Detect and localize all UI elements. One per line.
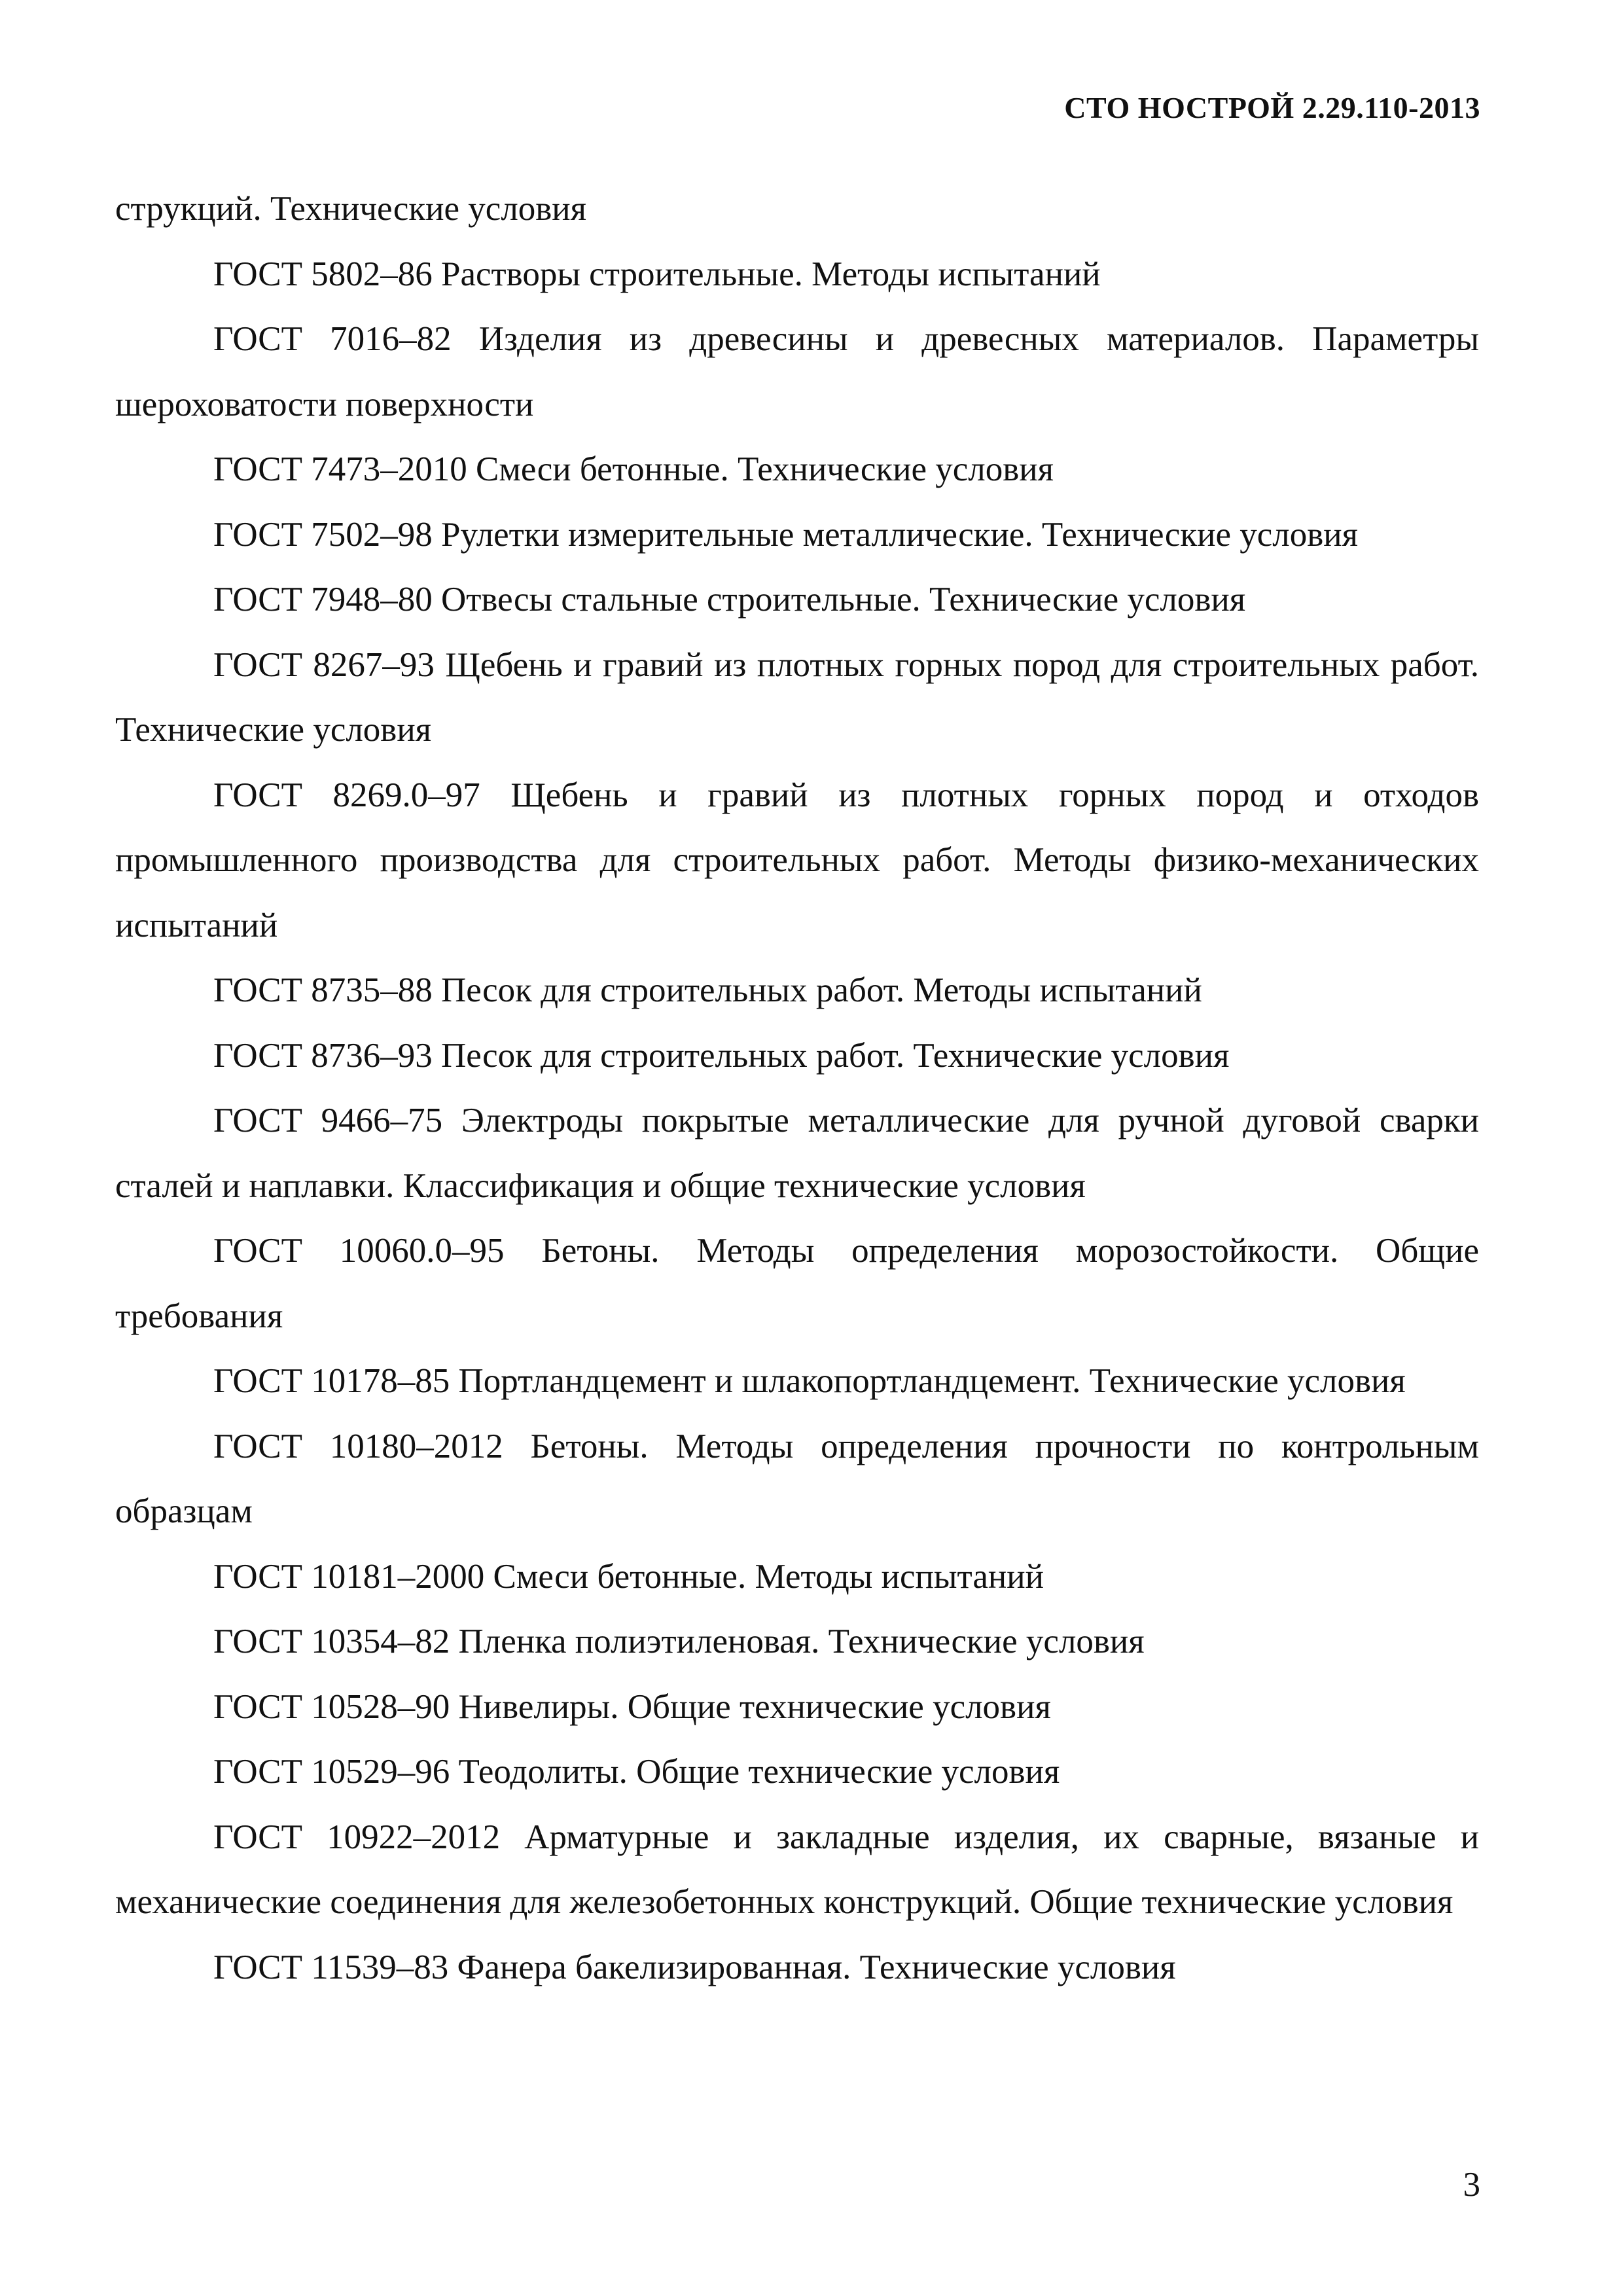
reference-entry: ГОСТ 11539–83 Фанера бакелизированная. Технические условия xyxy=(213,1948,1176,1986)
page-number: 3 xyxy=(1463,2166,1480,2204)
reference-entry: ГОСТ 5802–86 Растворы строительные. Методы испытаний xyxy=(213,255,1101,293)
continued-entry-tail: струкций. Технические условия xyxy=(115,190,587,228)
reference-entry: ГОСТ 8736–93 Песок для строительных работ. Технические условия xyxy=(213,1036,1230,1075)
references-list xyxy=(115,177,1479,2000)
reference-entry: ГОСТ 10181–2000 Смеси бетонные. Методы испытаний xyxy=(213,1557,1044,1596)
reference-entry: ГОСТ 10354–82 Пленка полиэтиленовая. Технические условия xyxy=(213,1623,1145,1660)
reference-entry: ГОСТ 7473–2010 Смеси бетонные. Технические условия xyxy=(213,450,1054,488)
reference-entry: ГОСТ 10180–2012 Бетоны. Методы определения прочности по контрольным образцам xyxy=(115,1427,1479,1530)
reference-entry: ГОСТ 10528–90 Нивелиры. Общие технические условия xyxy=(213,1687,1051,1726)
reference-entry: ГОСТ 7948–80 Отвесы стальные строительные. Технические условия xyxy=(213,581,1246,619)
reference-entry: ГОСТ 10529–96 Теодолиты. Общие технические условия xyxy=(213,1753,1060,1791)
reference-entry: ГОСТ 8735–88 Песок для строительных работ. Методы испытаний xyxy=(213,971,1202,1009)
document-code-header: СТО НОСТРОЙ 2.29.110-2013 xyxy=(1064,91,1480,124)
reference-entry: ГОСТ 7016–82 Изделия из древесины и древесных материалов. Параметры шероховатости поверхности xyxy=(115,320,1479,423)
reference-entry: ГОСТ 10178–85 Портландцемент и шлакопортландцемент. Технические условия xyxy=(213,1362,1406,1400)
reference-entry: ГОСТ 7502–98 Рулетки измерительные металлические. Технические условия xyxy=(213,515,1358,554)
reference-entry: ГОСТ 10060.0–95 Бетоны. Методы определения морозостойкости. Общие требования xyxy=(115,1232,1479,1335)
reference-entry: ГОСТ 8269.0–97 Щебень и гравий из плотных горных пород и отходов промышленного производства для строительных работ. Методы физико-механических испытаний xyxy=(115,776,1479,944)
reference-entry: ГОСТ 8267–93 Щебень и гравий из плотных горных пород для строительных работ. Технические условия xyxy=(115,645,1479,749)
reference-entry: ГОСТ 9466–75 Электроды покрытые металлические для ручной дуговой сварки сталей и наплавки. Классификация и общие технические условия xyxy=(115,1102,1479,1205)
reference-entry: ГОСТ 10922–2012 Арматурные и закладные изделия, их сварные, вязаные и механические соединения для железобетонных конструкций. Общие технические условия xyxy=(115,1818,1479,1921)
